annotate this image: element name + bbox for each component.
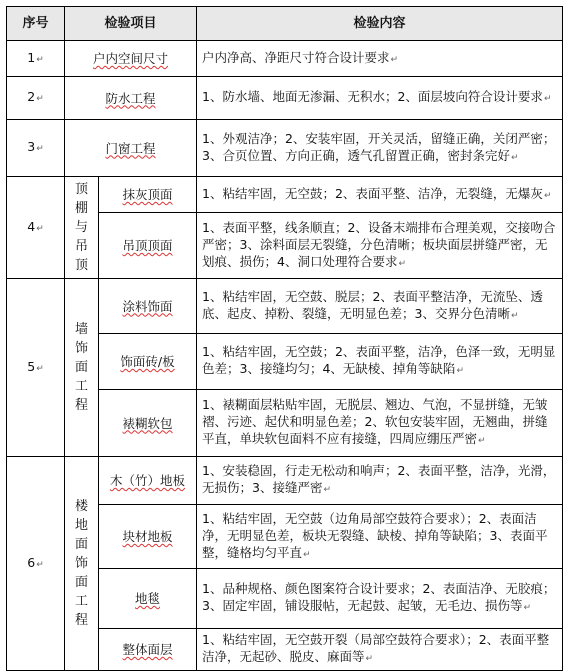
- row-number: 5↵: [7, 279, 65, 457]
- header-row: [7, 7, 563, 41]
- content-cell: 1、粘结牢固，无空鼓；2、表面平整，洁净，色泽一致，无明显色差；3、接缝均匀；4、无缺棱、掉角等缺陷↵: [197, 334, 563, 390]
- paragraph-mark: ↵: [36, 559, 44, 570]
- section-label: 墙饰面工程: [65, 279, 99, 457]
- paragraph-mark: ↵: [510, 152, 519, 163]
- item-cell: 涂料饰面: [99, 279, 197, 334]
- paragraph-mark: ↵: [36, 223, 44, 234]
- item-cell: 地毯: [99, 569, 197, 629]
- content-cell: 1、外观洁净；2、安装牢固，开关灵活，留缝正确，关闭严密；3、合页位置、方向正确，透气孔留置正确，密封条完好↵: [197, 120, 563, 177]
- item-cell: 木（竹）地板: [99, 457, 197, 505]
- item-cell: 吊顶顶面: [99, 213, 197, 279]
- row-number: 4↵: [7, 177, 65, 279]
- content-cell: 1、表面平整，线条顺直；2、设备末端排布合理美观，交接吻合严密；3、涂料面层无裂缝，分色清晰；板块面层拼缝严密，无划痕、损伤；4、洞口处理符合要求↵: [197, 213, 563, 279]
- item-cell: 门窗工程: [65, 120, 197, 177]
- paragraph-mark: ↵: [543, 94, 552, 104]
- table-row: [7, 457, 563, 505]
- row-number: 1↵: [7, 41, 65, 77]
- header-seq: 序号: [7, 7, 65, 41]
- item-cell: 防水工程: [65, 77, 197, 120]
- paragraph-mark: ↵: [390, 54, 399, 65]
- content-cell: 户内净高、净距尺寸符合设计要求↵: [197, 41, 563, 77]
- item-cell: 户内空间尺寸: [65, 41, 197, 77]
- paragraph-mark: ↵: [365, 654, 374, 664]
- section-label: 楼地面饰面工程: [65, 457, 99, 671]
- table-row: [7, 177, 563, 213]
- table-row: [7, 41, 563, 77]
- item-cell: 抹灰顶面: [99, 177, 197, 213]
- content-cell: 1、粘结牢固，无空鼓；2、表面平整、洁净，无裂缝，无爆灰↵: [197, 177, 563, 213]
- paragraph-mark: ↵: [478, 436, 486, 446]
- inspection-table: [6, 6, 563, 671]
- paragraph-mark: ↵: [36, 54, 44, 65]
- paragraph-mark: ↵: [398, 258, 407, 269]
- paragraph-mark: ↵: [510, 310, 519, 321]
- paragraph-mark: ↵: [456, 366, 464, 376]
- item-cell: 块材地板: [99, 505, 197, 569]
- paragraph-mark: ↵: [543, 190, 552, 201]
- paragraph-mark: ↵: [36, 94, 44, 104]
- content-cell: 1、粘结牢固，无空鼓开裂（局部空鼓符合要求）；2、表面平整洁净，无起砂、脱皮、麻面等↵: [197, 629, 563, 671]
- content-cell: 1、防水墙、地面无渗漏、无积水；2、面层坡向符合设计要求↵: [197, 77, 563, 120]
- table-row: [7, 279, 563, 334]
- table-row: [7, 77, 563, 120]
- item-cell: 整体面层: [99, 629, 197, 671]
- paragraph-mark: ↵: [523, 603, 532, 613]
- content-cell: 1、粘结牢固，无空鼓、脱层；2、表面平整洁净，无流坠、透底、起皮、掉粉、裂缝，无明显色差；3、交界分色清晰↵: [197, 279, 563, 334]
- item-cell: 裱糊软包: [99, 390, 197, 457]
- content-cell: 1、粘结牢固，无空鼓（边角局部空鼓符合要求）；2、表面洁净，无明显色差，板块无裂缝、缺棱、掉角等缺陷；3、表面平整，缝格均匀平直↵: [197, 505, 563, 569]
- content-cell: 1、安装稳固，行走无松动和响声；2、表面平整，洁净，光滑，无损伤；3、接缝严密↵: [197, 457, 563, 505]
- row-number: 3↵: [7, 120, 65, 177]
- paragraph-mark: ↵: [303, 549, 311, 560]
- header-item: 检验项目: [65, 7, 197, 41]
- paragraph-mark: ↵: [36, 144, 44, 154]
- row-number: 2↵: [7, 77, 65, 120]
- item-cell: 饰面砖/板: [99, 334, 197, 390]
- section-label: 顶棚与吊顶: [65, 177, 99, 279]
- content-cell: 1、品种规格、颜色图案符合设计要求；2、表面洁净、无胶痕；3、固定牢固，铺设服帖，无起鼓、起皱，无毛边、损伤等↵: [197, 569, 563, 629]
- table-row: [7, 120, 563, 177]
- paragraph-mark: ↵: [36, 363, 44, 374]
- header-content: 检验内容: [197, 7, 563, 41]
- content-cell: 1、裱糊面层粘贴牢固，无脱层、翘边、气泡，不显拼缝，无皱褶、污迹、起伏和明显色差；2、软包安装牢固，无翘曲，拼缝平直，单块软包面料不应有接缝，四周应绷压严密↵: [197, 390, 563, 457]
- row-number: 6↵: [7, 457, 65, 671]
- paragraph-mark: ↵: [323, 485, 332, 495]
